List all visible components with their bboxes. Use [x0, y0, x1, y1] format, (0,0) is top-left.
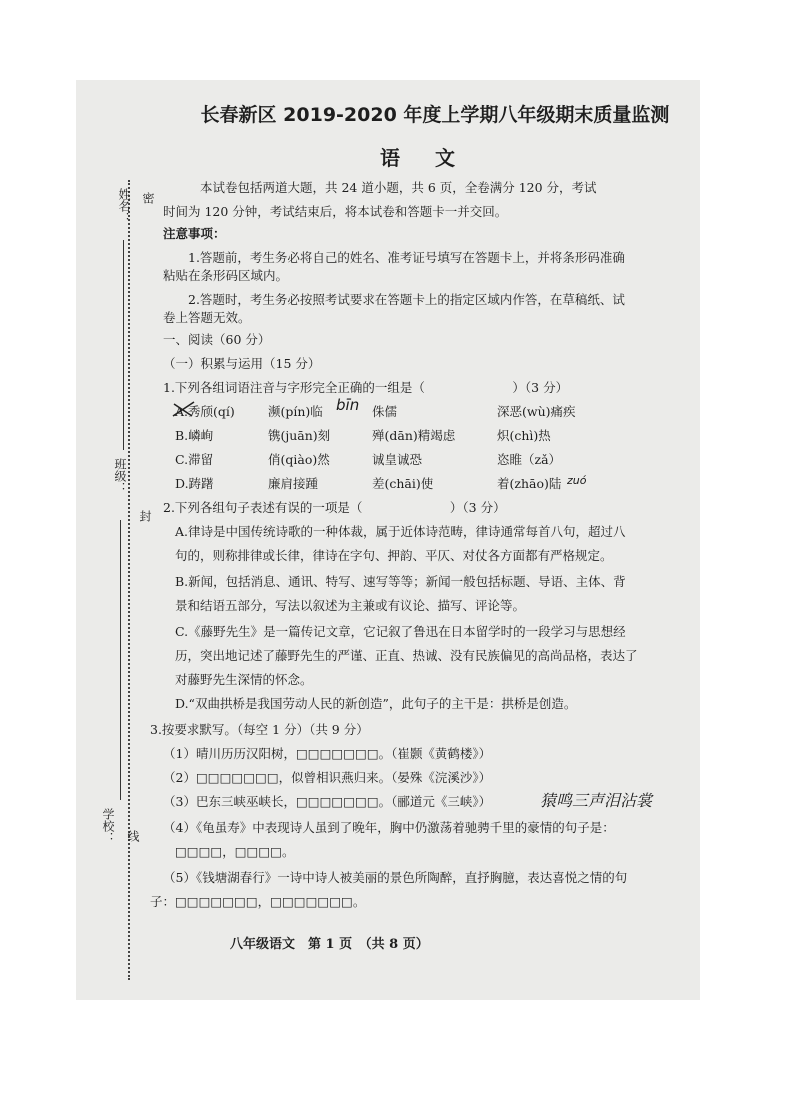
section-title: 一、阅读（60 分） [163, 332, 271, 347]
school-label: 学校： [101, 808, 115, 844]
q1-option-cell: 殚(dān)精竭虑 [372, 428, 456, 443]
notice-line: 1.答题前，考生务必将自己的姓名、准考证号填写在答题卡上，并将条形码准确 [188, 250, 625, 265]
notice-line: 卷上答题无效。 [163, 310, 251, 325]
class-label: 班级： [113, 458, 127, 494]
q2-option-line: C.《藤野先生》是一篇传记文章，它记叙了鲁迅在日本留学时的一段学习与思想经 [175, 624, 626, 639]
q1-option-cell: 恣睢（zǎ） [497, 452, 562, 467]
q1-option-cell: B.嶙峋 [175, 428, 214, 443]
q2-option-line: 句的，则称排律或长律，律诗在字句、押韵、平仄、对仗各方面都有严格规定。 [175, 548, 613, 563]
seal-char-feng: 封 [138, 510, 152, 522]
q1-option-cell: C.滞留 [175, 452, 214, 467]
class-underline [120, 520, 121, 800]
q1-option-cell: 廉肩接踵 [268, 476, 319, 491]
q1-option-cell: 炽(chì)热 [497, 428, 551, 443]
intro-line: 本试卷包括两道大题，共 24 道小题，共 6 页，全卷满分 120 分，考试 [200, 180, 597, 195]
q1-option-cell: 诚皇诚恐 [372, 452, 423, 467]
handwritten-cross-mark [170, 398, 198, 420]
name-label: 姓名： [117, 188, 131, 224]
q1-option-cell: 深恶(wù)痛疾 [497, 404, 576, 419]
exam-title: 长春新区 2019-2020 年度上学期八年级期末质量监测 [200, 104, 670, 126]
binding-line [128, 180, 130, 980]
q3-line: （1）晴川历历汉阳树，□□□□□□□。（崔颢《黄鹤楼》） [163, 746, 492, 761]
page-footer: 八年级语文 第 1 页 （共 8 页） [230, 937, 429, 952]
notice-line: 粘贴在条形码区域内。 [163, 268, 289, 283]
q3-line: （3）巴东三峡巫峡长，□□□□□□□。（郦道元《三峡》） [163, 794, 492, 809]
subsection-title: （一）积累与运用（15 分） [163, 356, 321, 371]
seal-char-mi: 密 [141, 192, 155, 204]
question-2-stem: 2.下列各组句子表述有误的一项是（ ）（3 分） [163, 500, 506, 515]
handwritten-pinyin-zuo: zuó [567, 474, 587, 487]
q2-option-line: A.律诗是中国传统诗歌的一种体裁，属于近体诗范畴，律诗通常每首八句，超过八 [175, 524, 626, 539]
q3-line: 子：□□□□□□□，□□□□□□□。 [150, 894, 366, 909]
handwritten-pinyin-bin: bīn [336, 396, 360, 414]
q1-option-cell: 差(chāi)使 [372, 476, 434, 491]
q3-line: （4）《龟虽寿》中表现诗人虽到了晚年，胸中仍激荡着驰骋千里的豪情的句子是： [163, 820, 615, 835]
q3-line: □□□□，□□□□。 [175, 844, 295, 859]
q1-option-cell: 镌(juān)刻 [268, 428, 331, 443]
q1-option-cell: 俏(qiào)然 [268, 452, 330, 467]
q2-option-line: B.新闻，包括消息、通讯、特写、速写等等；新闻一般包括标题、导语、主体、背 [175, 574, 626, 589]
seal-char-xian: 线 [126, 830, 140, 842]
q2-option-line: 对藤野先生深情的怀念。 [175, 672, 313, 687]
notice-title: 注意事项： [163, 226, 226, 241]
name-underline [123, 240, 124, 450]
q1-option-cell: 濒(pín)临 [268, 404, 323, 419]
q2-option-line: D.“双曲拱桥是我国劳动人民的新创造”，此句子的主干是：拱桥是创造。 [175, 696, 577, 711]
q3-line: （2）□□□□□□□，似曾相识燕归来。（晏殊《浣溪沙》） [163, 770, 492, 785]
q1-option-cell: 侏儒 [372, 404, 398, 419]
q1-option-cell: 着(zhāo)陆 [497, 476, 562, 491]
notice-line: 2.答题时，考生务必按照考试要求在答题卡上的指定区域内作答，在草稿纸、试 [188, 292, 625, 307]
handwritten-answer: 猿鸣三声泪沾裳 [540, 791, 653, 810]
q2-option-line: 历，突出地记述了藤野先生的严谨、正直、热诚、没有民族偏见的高尚品格，表达了 [175, 648, 638, 663]
q1-option-cell: A.秀颀(qí) [175, 404, 235, 419]
subject-title: 语 文 [380, 146, 469, 170]
q2-option-line: 景和结语五部分，写法以叙述为主兼或有议论、描写、评论等。 [175, 598, 526, 613]
question-3-stem: 3.按要求默写。（每空 1 分）（共 9 分） [150, 722, 369, 737]
q1-option-cell: D.踌躇 [175, 476, 214, 491]
q3-line: （5）《钱塘湖春行》一诗中诗人被美丽的景色所陶醉，直抒胸臆，表达喜悦之情的句 [163, 870, 628, 885]
intro-line: 时间为 120 分钟，考试结束后，将本试卷和答题卡一并交回。 [163, 204, 508, 219]
question-1-stem: 1.下列各组词语注音与字形完全正确的一组是（ ）（3 分） [163, 380, 569, 395]
